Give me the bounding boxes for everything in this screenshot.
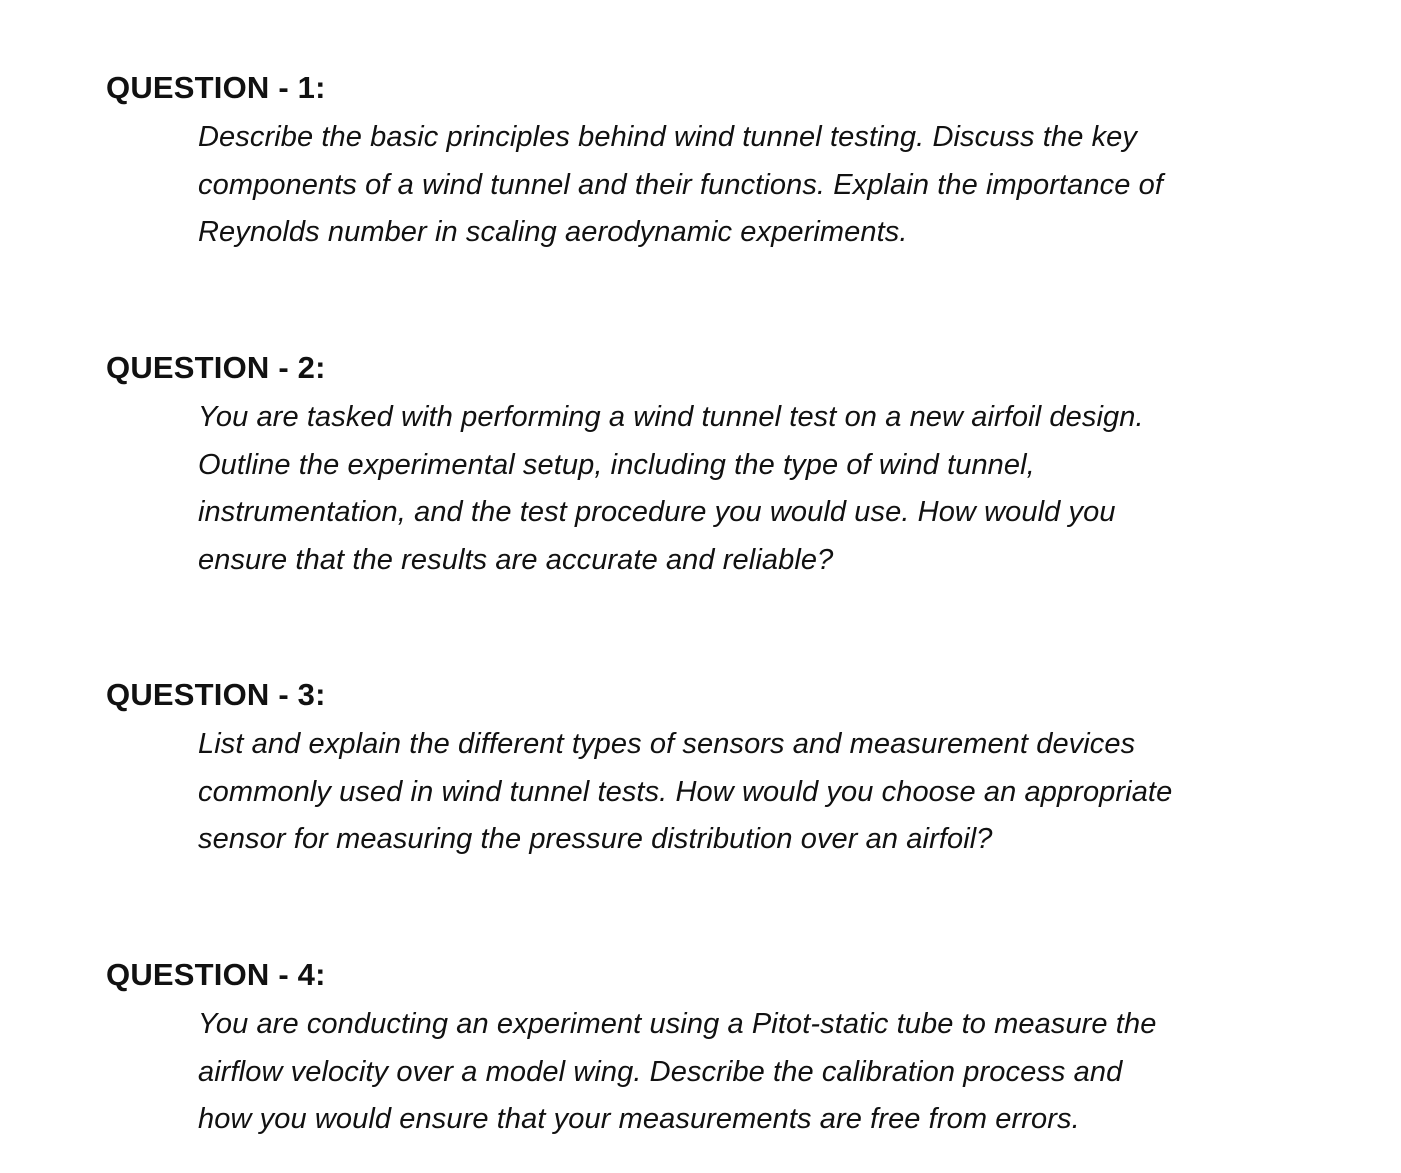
question-1-line: Reynolds number in scaling aerodynamic experiments. (198, 216, 908, 248)
question-3-line: sensor for measuring the pressure distribution over an airfoil? (198, 823, 993, 855)
question-2-line: instrumentation, and the test procedure you would use. How would you (198, 496, 1116, 528)
question-4-text (198, 1001, 1156, 1144)
question-2-line: ensure that the results are accurate and reliable? (198, 543, 834, 576)
question-4-line: how you would ensure that your measurements are free from errors. (198, 1103, 1080, 1135)
question-3-line: List and explain the different types of sensors and measurement devices (198, 728, 1136, 760)
question-3-line: commonly used in wind tunnel tests. How would you choose an appropriate (198, 775, 1173, 808)
question-1-title: QUESTION - 1: (106, 70, 326, 105)
question-2-line: You are tasked with performing a wind tunnel test on a new airfoil design. (198, 401, 1144, 433)
question-4-line: You are conducting an experiment using a Pitot-static tube to measure the (198, 1008, 1157, 1040)
question-1-line: components of a wind tunnel and their functions. Explain the importance of (198, 168, 1163, 201)
question-2-title: QUESTION - 2: (106, 350, 326, 385)
question-1-line: Describe the basic principles behind wind tunnel testing. Discuss the key (198, 121, 1138, 153)
question-3-title: QUESTION - 3: (106, 677, 326, 712)
question-1-text (198, 114, 1163, 257)
question-4-line: airflow velocity over a model wing. Describe the calibration process and (198, 1055, 1123, 1088)
question-3-text (198, 721, 1172, 864)
question-2-line: Outline the experimental setup, including the type of wind tunnel, (198, 448, 1035, 481)
question-2-text (198, 394, 1144, 584)
question-4-title: QUESTION - 4: (106, 957, 326, 992)
